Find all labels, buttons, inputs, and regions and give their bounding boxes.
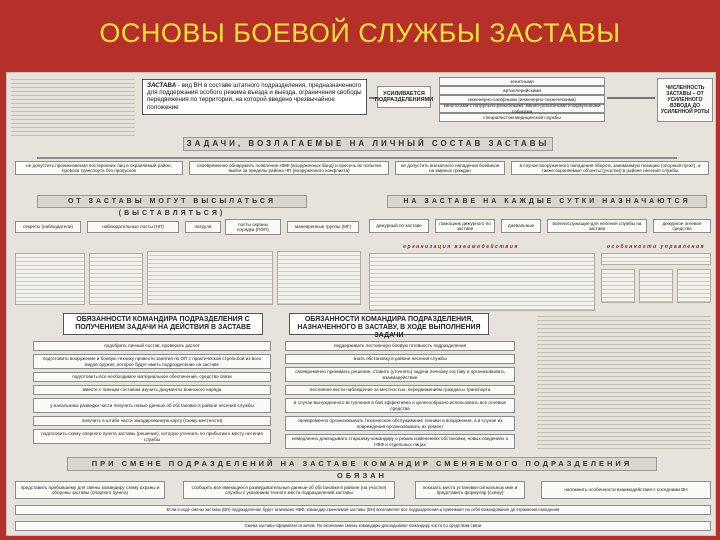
daily-item-4: военнослужащие для несения службы на заставе <box>547 219 647 233</box>
task-item-4: в случае вооруженного нападения обороть занимаемую позицию (опорный пункт), а также охраняемые объекты (участки) в районе несения службы <box>511 161 709 175</box>
detached-detail-2 <box>89 253 143 305</box>
daily-item-5: дежурное огневое средство <box>653 219 711 233</box>
shift-item-2: сообщить все имеющиеся разведывательные данные об обстановке в районе (на участке) службы с указанием точного места подразделений заставы <box>183 481 395 499</box>
definition-text: - вид ВН в составе штатного подразделения, предназначенного для поддержания особого режима въезда и выезда, ограничения свободы передвижения по территории, на которой введено чрезвычайное положение <box>147 82 362 111</box>
tasks-connector <box>37 157 677 159</box>
daily-item-1: дежурный по заставе <box>369 219 429 233</box>
detached-item-2: наблюдательные посты (НП) <box>87 221 179 233</box>
cmd-before-item-2: подготовить вооружение и боевую технику провести занятия по ОП с практической стрельбой из всех видов оружия, которое будет иметь подразделение на заставе <box>33 354 271 369</box>
cmd-during-item-1: поддерживать постоянную боевую готовность подразделения <box>285 341 515 351</box>
footer-line-1: Если в ходе смены заставы (ВН) подразделение будет атаковано НВФ, командир сменяемой заставы (ВН) возглавляет все подразделения и принимает на себя командование до отражения нападения <box>15 505 711 515</box>
features-detail-3 <box>677 269 711 303</box>
footer-line-2: Смена заставы оформляется актом. По окончании смены командиры докладывают командиру части по средствам связи <box>15 521 711 531</box>
cmd-during-header: ОБЯЗАННОСТИ КОМАНДИРА ПОДРАЗДЕЛЕНИЯ, НАЗНАЧЕННОГО В ЗАСТАВУ, В ХОДЕ ВЫПОЛНЕНИЯ ЗАДАЧИ <box>289 313 489 335</box>
cmd-before-header: ОБЯЗАННОСТИ КОМАНДИРА ПОДРАЗДЕЛЕНИЯ С ПОЛУЧЕНИЕМ ЗАДАЧИ НА ДЕЙСТВИЯ В ЗАСТАВЕ <box>63 313 263 335</box>
daily-item-2: помощник дежурного по заставе <box>435 219 495 233</box>
org-detail <box>369 253 595 311</box>
shift-item-4: напомнить особенности взаимодействия с соседними ВН <box>541 481 711 499</box>
unit-item-3: инженерно-саперными (инженерно-техническими) <box>439 95 605 104</box>
cmd-during-item-6: своевременно организовывать техническое обслуживание техники и вооружения, а в случае их повреждения организовывать их ремонт <box>285 416 515 431</box>
detached-item-4: посты охраны порядка (ПОП) <box>225 219 281 235</box>
cmd-during-item-7: немедленно докладывать старшему командиру о резких изменениях обстановки, новых сведениях о НВФ и отдельных лицах <box>285 434 515 449</box>
detached-detail-1 <box>15 253 85 305</box>
cmd-before-item-5: у начальника разведки части получить новые данные об обстановке в районе несения службы <box>33 398 271 413</box>
poster-board <box>6 72 716 536</box>
features-detail-1 <box>601 269 635 303</box>
arrow-connector-2 <box>607 97 655 99</box>
definition-box <box>142 79 367 115</box>
cmd-during-item-2: знать обстановку в районе несения службы <box>285 354 515 364</box>
tasks-header: ЗАДАЧИ, ВОЗЛАГАЕМЫЕ НА ЛИЧНЫЙ СОСТАВ ЗАСТАВЫ <box>183 137 553 151</box>
detached-item-3: патрули <box>185 221 221 233</box>
daily-item-3: дневальные <box>501 219 541 233</box>
task-item-3: не допустить внезапного нападения боевиков на мирных граждан <box>395 161 505 175</box>
cmd-before-item-4: вместе с личным составом изучить документы воинского наряда <box>33 385 271 395</box>
detached-item-5: маневренные группы (МГ) <box>287 221 359 233</box>
features-label: особенности управления <box>607 244 706 250</box>
cmd-before-item-7: подготовить схему опорного пункта заставы (решение), которую уточнить по прибытии к месту несения службы <box>33 429 271 444</box>
shift-item-1: представить прибывшему для смены командиру схему охраны и обороны заставы (опорного пункта) <box>15 481 165 499</box>
right-detail-text <box>537 313 711 449</box>
cmd-before-item-6: получить в штабе части закодированную карту (схему местности) <box>33 416 271 426</box>
page-title: ОСНОВЫ БОЕВОЙ СЛУЖБЫ ЗАСТАВЫ <box>99 18 621 48</box>
unit-item-4: кинологами с патрульно-розыскными, минно-розыскными и караульными собаками <box>439 104 605 113</box>
detached-detail-3 <box>147 251 273 305</box>
org-label: организация взаимодействия <box>403 244 519 250</box>
cmd-before-item-3: подготовить все необходимое материальное обеспечение, средства связи <box>33 372 271 382</box>
cmd-during-item-4: постоянно вести наблюдение за местностью, передвижением граждан и транспорта <box>285 385 515 395</box>
features-detail-top <box>601 253 711 265</box>
features-detail-2 <box>639 269 673 303</box>
cmd-during-item-3: своевременно принимать решение, ставить (уточнять) задачи личному составу и организовывать взаимодействие <box>285 367 515 382</box>
unit-item-1: зенитными <box>439 77 605 86</box>
unit-item-2: артиллерийскими <box>439 86 605 95</box>
daily-header: НА ЗАСТАВЕ НА КАЖДЫЕ СУТКИ НАЗНАЧАЮТСЯ <box>387 195 707 208</box>
detached-header: ОТ ЗАСТАВЫ МОГУТ ВЫСЫЛАТЬСЯ (ВЫСТАВЛЯТЬСЯ) <box>37 195 307 208</box>
strength-label: ЧИСЛЕННОСТЬ ЗАСТАВЫ – ОТ УСИЛЕННОГО ВЗВОДА ДО УСИЛЕННОЙ РОТЫ <box>657 78 713 122</box>
detached-item-1: секреты (наблюдатели) <box>15 221 81 233</box>
task-item-2: своевременно обнаружить появление НВФ (вооруженных банд) и пресечь их попытки выйти за пределы района ЧП (вооруженного конфликта) <box>189 161 389 175</box>
cmd-during-item-5: в случае вынужденного вступления в бой эффективно и целесообразно использовать все огневые средства <box>285 398 515 413</box>
unit-item-5: специалистом медицинской службы <box>439 113 605 122</box>
cmd-before-item-1: подобрать личный состав, проверить расчет <box>33 341 271 351</box>
reinforce-label: УСИЛИВАЕТСЯ ПОДРАЗДЕЛЕНИЯМИ <box>377 86 431 108</box>
intro-text-decor <box>11 76 135 136</box>
detached-detail-4 <box>277 251 361 305</box>
definition-term: ЗАСТАВА <box>147 82 177 89</box>
task-item-1: не допустить проникновения посторонних лиц в охраняемый район, провоза транспорта без пропусков <box>15 161 183 175</box>
shift-header: ПРИ СМЕНЕ ПОДРАЗДЕЛЕНИЙ НА ЗАСТАВЕ КОМАНДИР СМЕНЯЕМОГО ПОДРАЗДЕЛЕНИЯ ОБЯЗАН <box>67 457 657 471</box>
shift-item-3: показать места установки сигнальных мин и представить формуляр (схему) <box>415 481 525 499</box>
